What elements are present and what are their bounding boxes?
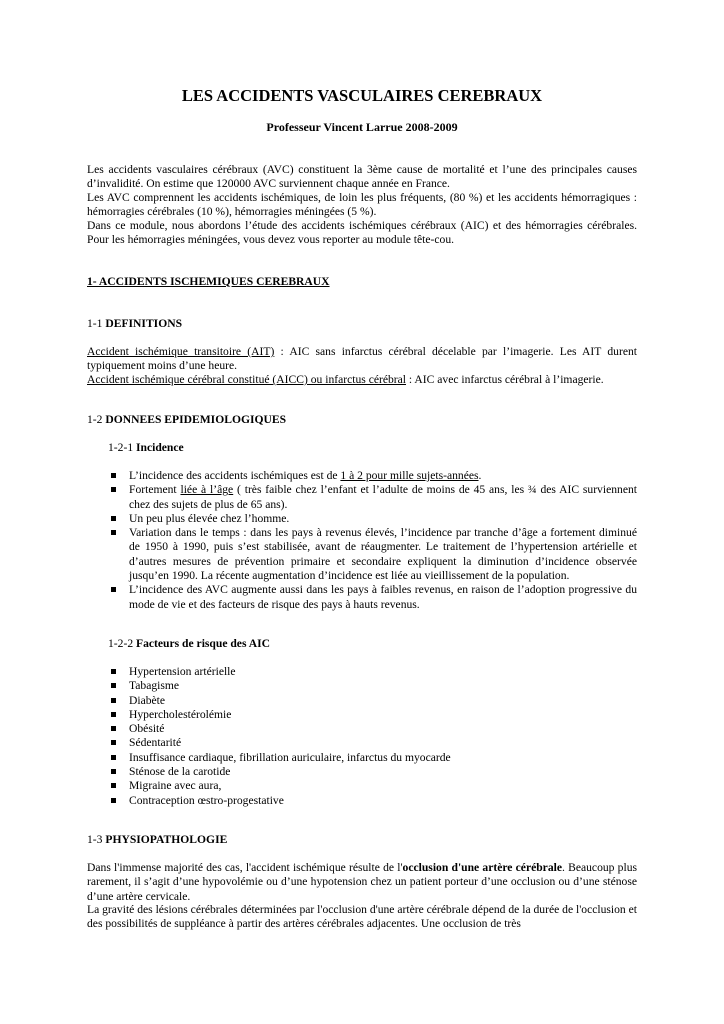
definition-ait: Accident ischémique transitoire (AIT) : AIC sans infarctus cérébral décelable par l’imagerie. Les AIT durent typiquement moins d’une heure.	[87, 345, 637, 373]
list-item: Sténose de la carotide	[108, 765, 637, 779]
definition-aicc: Accident ischémique cérébral constitué (AICC) ou infarctus cérébral : AIC avec infarctus cérébral à l’imagerie.	[87, 373, 604, 386]
list-item: L’incidence des accidents ischémiques est de 1 à 2 pour mille sujets-années.	[108, 469, 637, 483]
intro-paragraph: Les AVC comprennent les accidents ischémiques, de loin les plus fréquents, (80 %) et les accidents hémorragiques : hémorragies cérébrales (10 %), hémorragies méningées (5 %).	[87, 191, 637, 219]
author-line: Professeur Vincent Larrue 2008-2009	[266, 120, 458, 134]
list-item: Fortement liée à l’âge ( très faible chez l’enfant et l’adulte de moins de 45 ans, les ¾ des AIC surviennent chez des sujets de plus de 65 ans).	[108, 483, 637, 512]
list-item: Diabète	[108, 694, 637, 708]
list-item: L’incidence des AVC augmente aussi dans les pays à faibles revenus, en raison de l’adoption progressive du mode de vie et des facteurs de risque des pays à hauts revenus.	[108, 583, 637, 612]
list-item: Tabagisme	[108, 679, 637, 693]
list-item: Insuffisance cardiaque, fibrillation auriculaire, infarctus du myocarde	[108, 751, 637, 765]
subsection-heading-definitions: 1-1 DEFINITIONS	[87, 317, 183, 330]
physio-paragraph: Dans l'immense majorité des cas, l'accident ischémique résulte de l'occlusion d'une artère cérébrale. Beaucoup plus rarement, il s’agit d’une hypovolémie ou d’une hypotension chez un patient porteur d’une occlusion ou d’une sténose d’une artère cervicale.	[87, 861, 637, 903]
list-item: Contraception œstro-progestative	[108, 794, 637, 808]
incidence-list	[108, 469, 637, 612]
subsection-heading-epidemiologie: 1-2 DONNEES EPIDEMIOLOGIQUES	[87, 413, 287, 426]
subsubsection-heading-facteurs: 1-2-2 Facteurs de risque des AIC	[108, 637, 270, 650]
list-item: Obésité	[108, 722, 637, 736]
physio-paragraph: La gravité des lésions cérébrales déterminées par l'occlusion d'une artère cérébrale dépend de la durée de l'occlusion et des possibilités de suppléance à partir des artères cérébrales adjacentes. Une occlusion de très	[87, 903, 637, 931]
subsubsection-heading-incidence: 1-2-1 Incidence	[108, 441, 184, 454]
risk-factor-list	[108, 665, 637, 808]
subsection-heading-physiopathologie: 1-3 PHYSIOPATHOLOGIE	[87, 833, 228, 846]
list-item: Sédentarité	[108, 736, 637, 750]
list-item: Hypertension artérielle	[108, 665, 637, 679]
term-aicc: Accident ischémique cérébral constitué (AICC) ou infarctus cérébral	[87, 373, 407, 386]
list-item: Un peu plus élevée chez l’homme.	[108, 512, 637, 526]
list-item: Variation dans le temps : dans les pays à revenus élevés, l’incidence par tranche d’âge a fortement diminué de 1950 à 1990, puis s’est stabilisée, avant de réaugmenter. Le traitement de l’hypertension artérielle et d’autres mesures de prévention primaire et secondaire expliquent la diminution d’incidence observée jusqu’en 1990. La récente augmentation d’incidence est liée au vieillissement de la population.	[108, 526, 637, 583]
term-ait: Accident ischémique transitoire (AIT)	[87, 345, 275, 358]
document-title: LES ACCIDENTS VASCULAIRES CEREBRAUX	[181, 86, 543, 105]
section-heading-ischemiques: 1- ACCIDENTS ISCHEMIQUES CEREBRAUX	[87, 275, 330, 288]
intro-paragraph: Les accidents vasculaires cérébraux (AVC) constituent la 3ème cause de mortalité et l’une des principales causes d’invalidité. On estime que 120000 AVC surviennent chaque année en France.	[87, 163, 637, 191]
list-item: Migraine avec aura,	[108, 779, 637, 793]
intro-paragraph: Dans ce module, nous abordons l’étude des accidents ischémiques cérébraux (AIC) et des hémorragies cérébrales. Pour les hémorragies méningées, vous devez vous reporter au module tête-cou.	[87, 219, 637, 247]
list-item: Hypercholestérolémie	[108, 708, 637, 722]
